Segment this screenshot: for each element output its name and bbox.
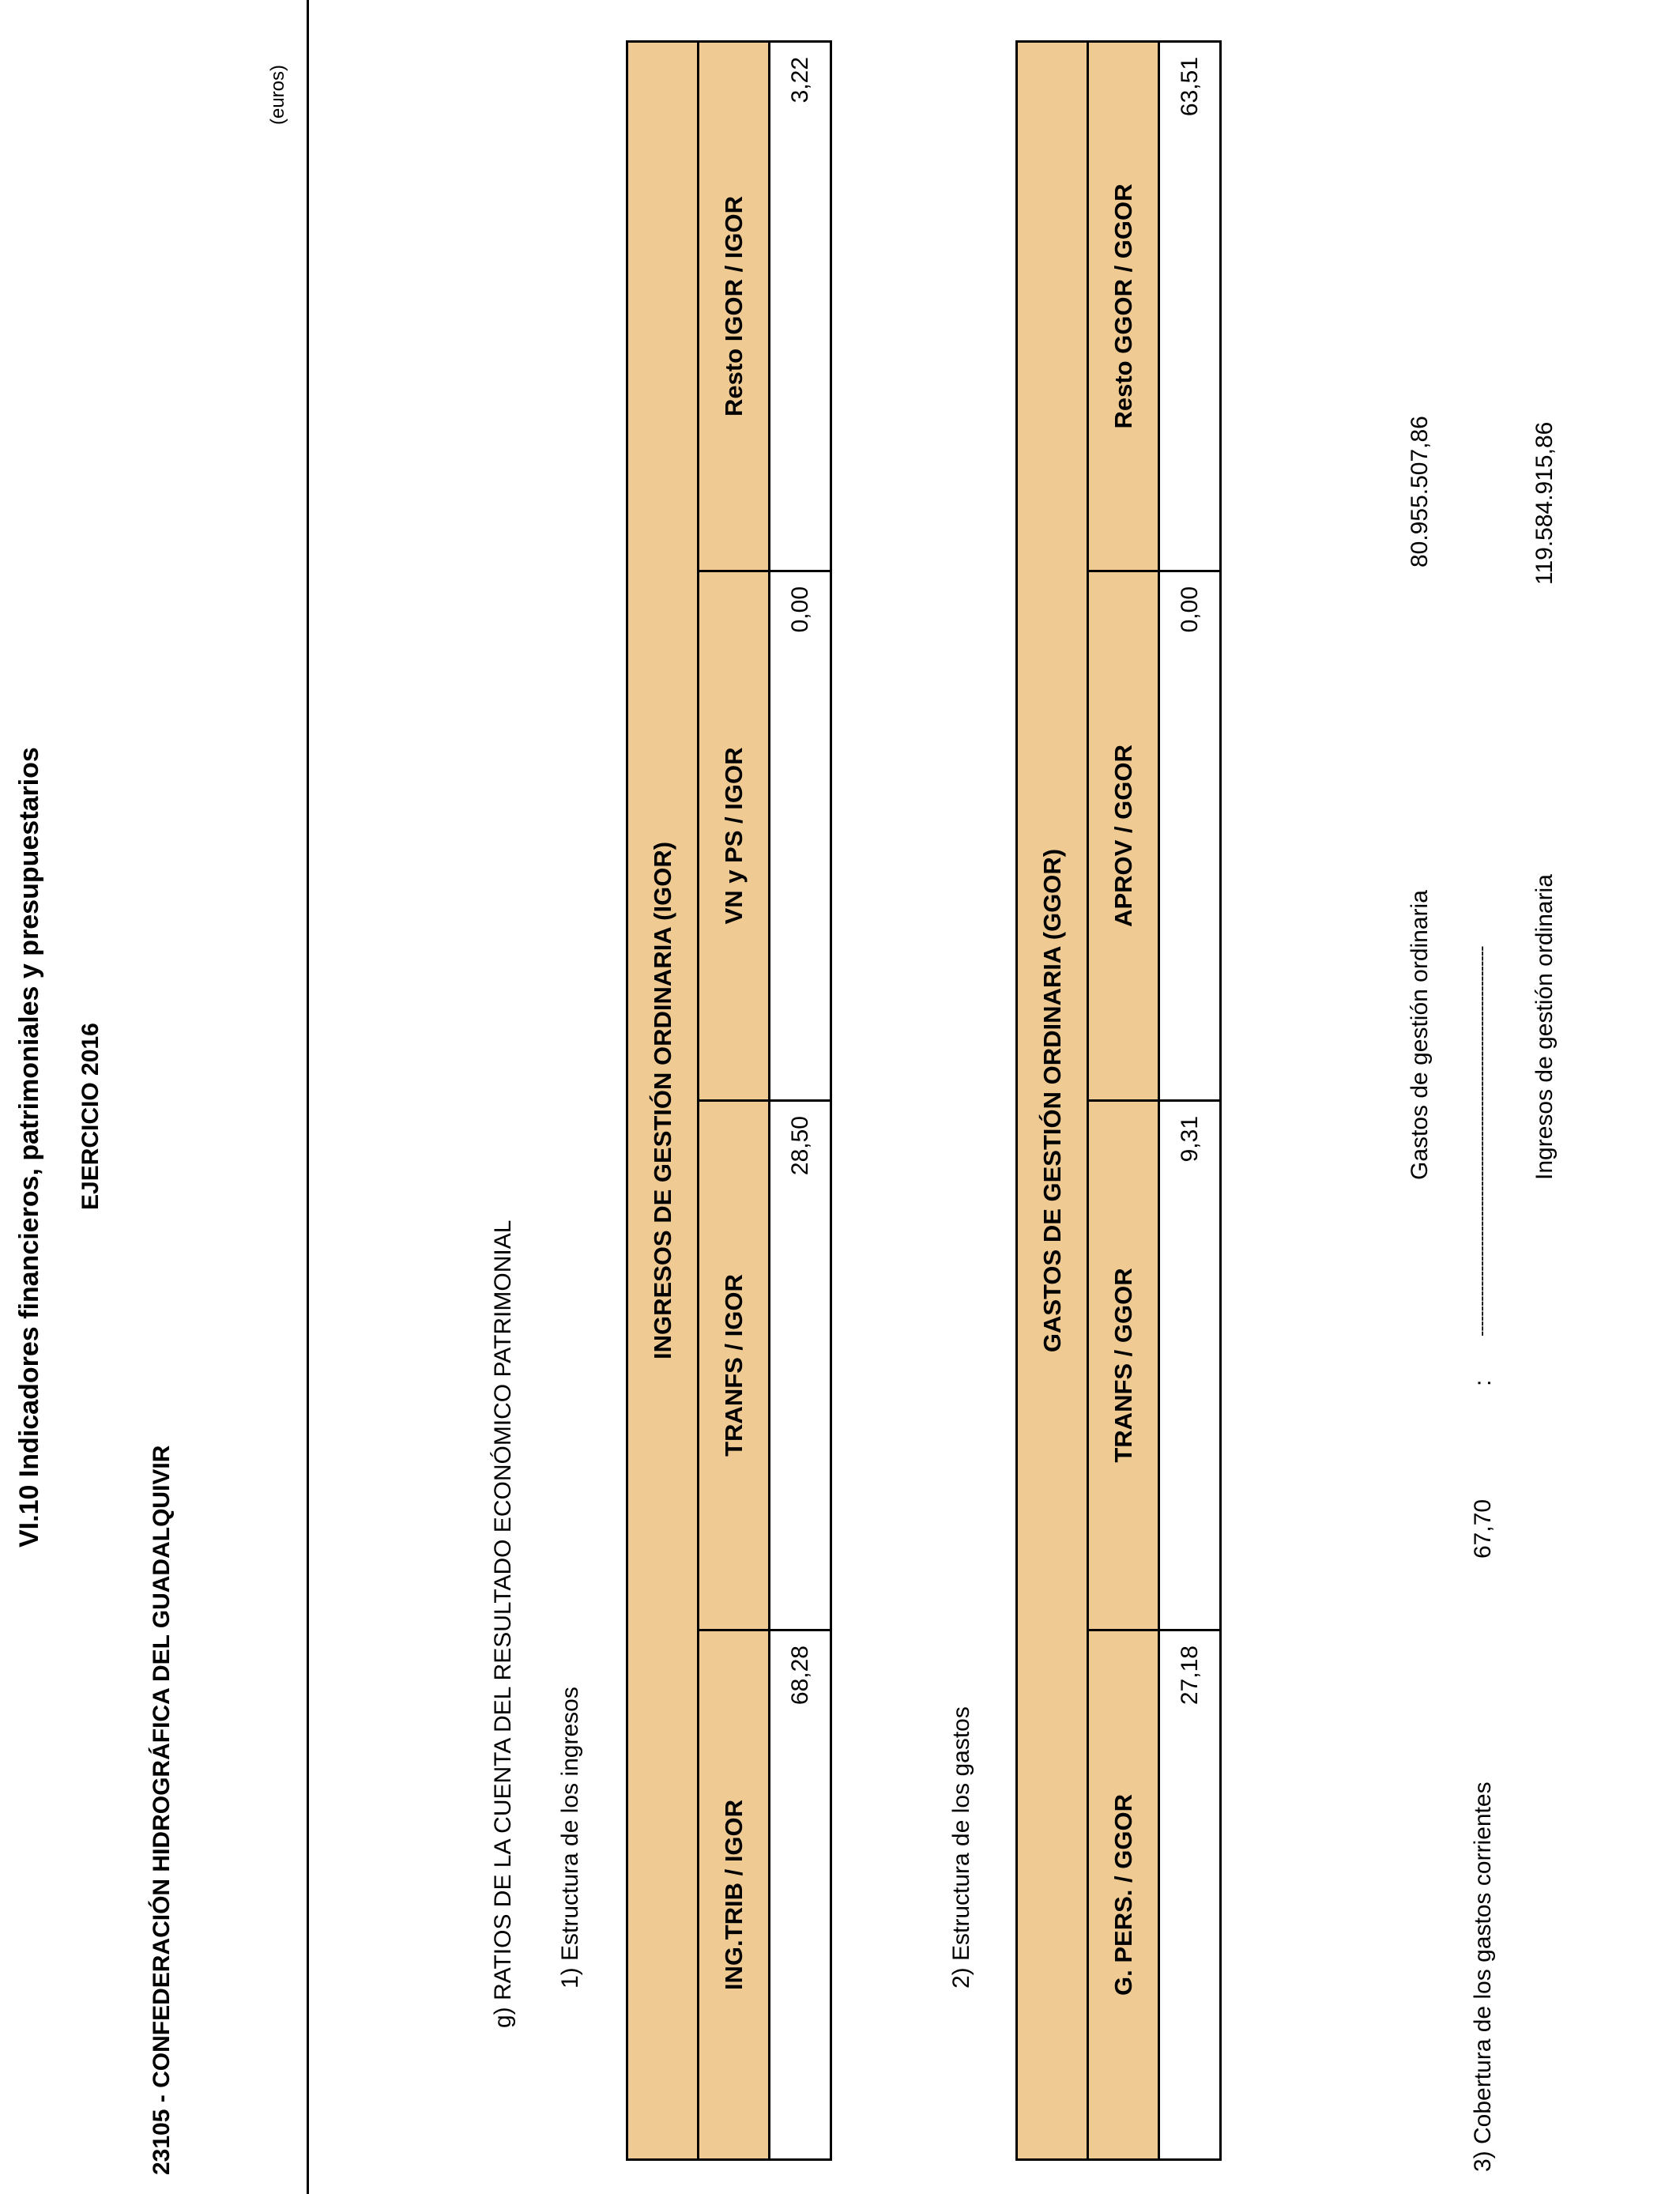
coverage-fraction-line: ------------------------------------------------------------------------------ — [1471, 946, 1491, 1336]
income-col-resto: Resto IGOR / IGOR — [699, 42, 770, 571]
income-val-ing-trib: 68,28 — [770, 1630, 831, 2160]
income-val-tranfs: 28,50 — [770, 1101, 831, 1630]
expenses-structure-table — [1015, 40, 1222, 2161]
coverage-numerator-label: Gastos de gestión ordinaria — [1407, 890, 1433, 1180]
units-label: (euros) — [267, 64, 288, 125]
expenses-val-aprov: 0,00 — [1159, 571, 1221, 1101]
income-val-vn-ps: 0,00 — [770, 571, 831, 1101]
coverage-colon: : — [1470, 1379, 1496, 1386]
expenses-col-aprov: APROV / GGOR — [1088, 571, 1159, 1101]
coverage-label: 3) Cobertura de los gastos corrientes — [1470, 1781, 1496, 2172]
expenses-val-tranfs: 9,31 — [1159, 1101, 1221, 1630]
coverage-denominator-label: Ingresos de gestión ordinaria — [1531, 874, 1558, 1180]
exercise-year: EJERCICIO 2016 — [77, 1023, 104, 1210]
expenses-val-resto: 63,51 — [1159, 41, 1221, 571]
income-col-vn-ps: VN y PS / IGOR — [699, 571, 770, 1101]
page-title: VI.10 Indicadores financieros, patrimoniales y presupuestarios — [14, 747, 44, 1547]
income-col-tranfs: TRANFS / IGOR — [699, 1101, 770, 1630]
expenses-val-g-pers: 27,18 — [1159, 1630, 1221, 2160]
income-group-header: INGRESOS DE GESTIÓN ORDINARIA (IGOR) — [627, 42, 699, 2160]
income-subtitle: 1) Estructura de los ingresos — [557, 1687, 583, 1989]
coverage-denominator-value: 119.584.915,86 — [1531, 421, 1558, 585]
header-divider — [307, 0, 309, 2194]
entity-name: 23105 - CONFEDERACIÓN HIDROGRÁFICA DEL GUADALQUIVIR — [149, 1445, 175, 2175]
income-col-ing-trib: ING.TRIB / IGOR — [699, 1630, 770, 2160]
expenses-col-tranfs: TRANFS / GGOR — [1088, 1101, 1159, 1630]
income-structure-table — [626, 40, 832, 2161]
income-val-resto: 3,22 — [770, 42, 831, 571]
expenses-col-g-pers: G. PERS. / GGOR — [1088, 1630, 1159, 2160]
expenses-col-resto: Resto GGOR / GGOR — [1088, 41, 1159, 571]
coverage-numerator-value: 80.955.507,86 — [1407, 416, 1433, 567]
expenses-group-header: GASTOS DE GESTIÓN ORDINARIA (GGOR) — [1017, 41, 1088, 2159]
expenses-subtitle: 2) Estructura de los gastos — [948, 1706, 974, 1989]
coverage-value: 67,70 — [1470, 1498, 1496, 1559]
section-title: g) RATIOS DE LA CUENTA DEL RESULTADO ECONÓMICO PATRIMONIAL — [490, 1220, 516, 2028]
